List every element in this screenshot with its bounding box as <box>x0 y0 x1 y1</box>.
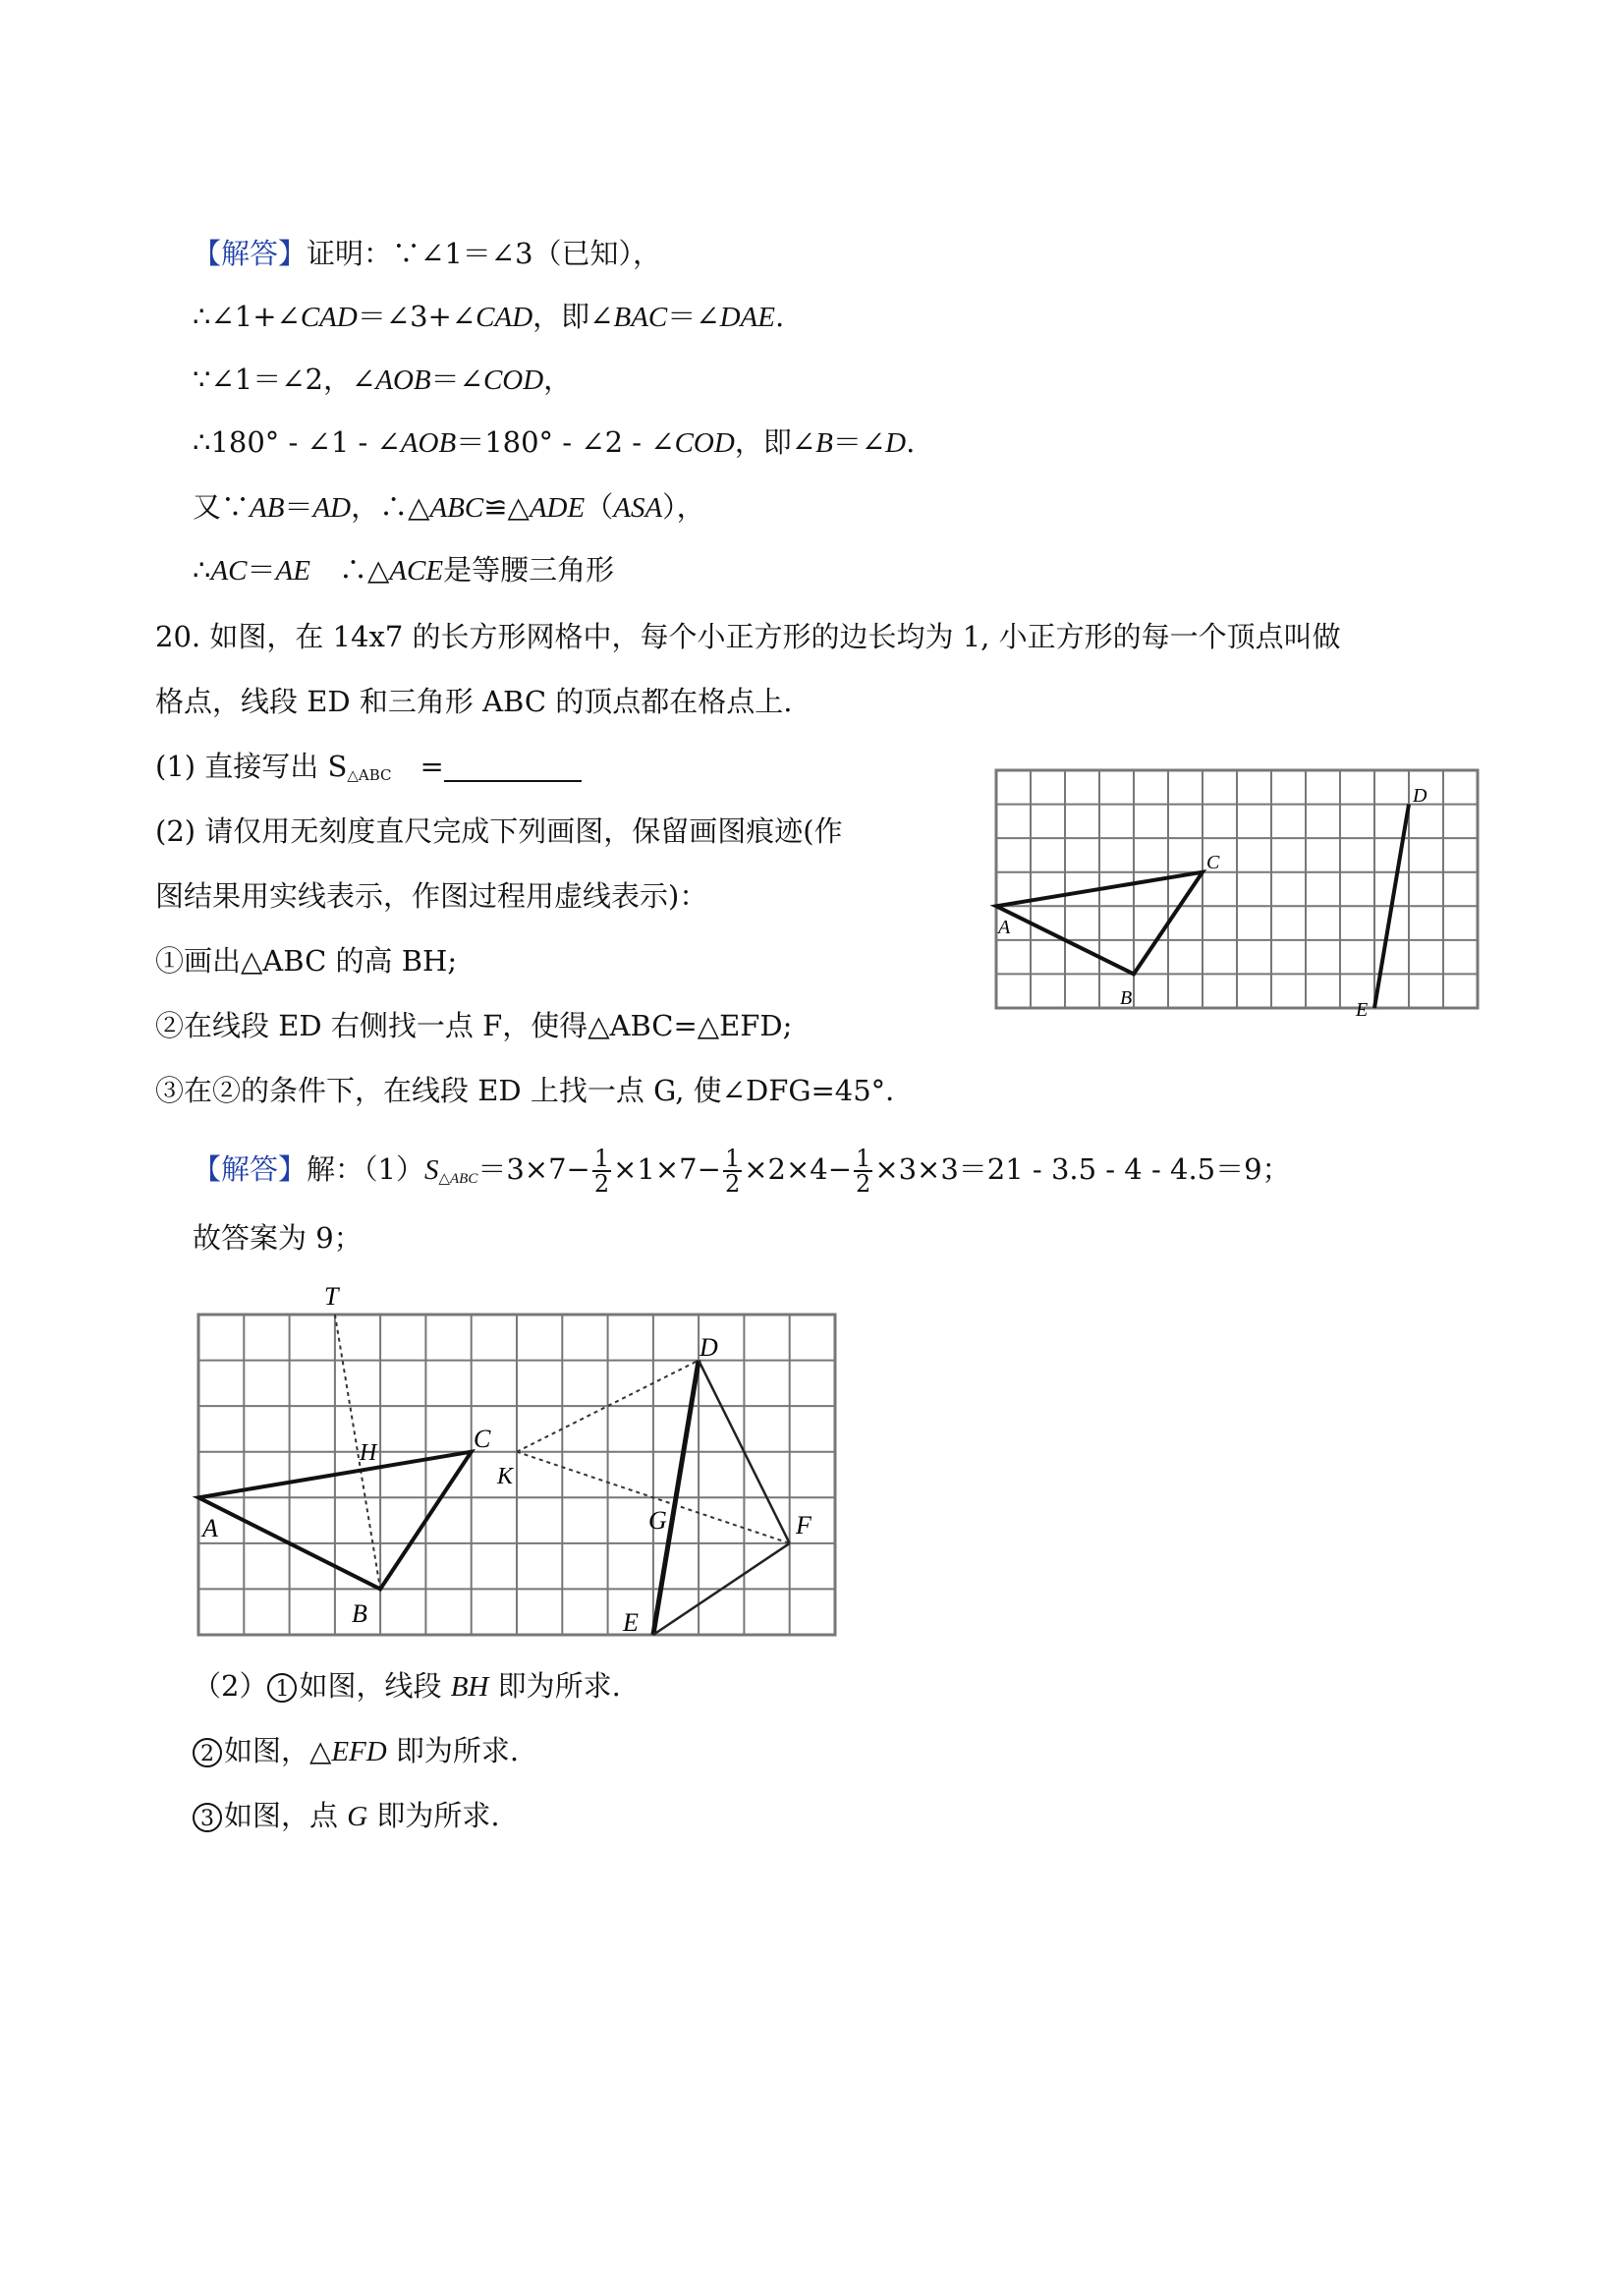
fraction-half: $\frac{1}{2}$ <box>593 1145 610 1198</box>
label-c: C <box>474 1425 491 1453</box>
label-e: E <box>1356 999 1369 1021</box>
question-line-1: 20. 如图，在 14x7 的长方形网格中，每个小正方形的边长均为 1, 小正方形的每一个顶点叫做 <box>155 620 1341 653</box>
circled-number: 3 <box>193 1803 222 1832</box>
step-2: ②在线段 ED 右侧找一点 F，使得△ABC=△EFD; <box>155 1009 793 1042</box>
fraction-half: $\frac{1}{2}$ <box>724 1145 741 1198</box>
label-a: A <box>202 1514 218 1542</box>
question-part-2-line-2: 图结果用实线表示，作图过程用虚线表示)： <box>155 879 708 913</box>
answer-blank <box>444 753 582 782</box>
label-h: H <box>360 1440 377 1466</box>
label-f: F <box>796 1511 812 1540</box>
proof-line-1: 【解答】证明：∵∠1＝∠3（已知）， <box>193 237 662 270</box>
answer-part-2-step-1: （2） 1 如图，线段 BH 即为所求. <box>193 1669 621 1703</box>
proof-line-3: ∵∠1＝∠2，∠AOB＝∠COD， <box>193 363 573 396</box>
label-b: B <box>1120 987 1133 1009</box>
answer-grid-figure <box>187 1267 855 1641</box>
answer-tag: 【解答】 <box>193 237 308 270</box>
fraction-half: $\frac{1}{2}$ <box>856 1145 871 1198</box>
answer-part-2-step-3: 3 如图，点 G 即为所求. <box>193 1796 500 1836</box>
label-k: K <box>497 1464 514 1489</box>
answer-part-2-step-2: 2 如图，△EFD 即为所求. <box>193 1731 519 1771</box>
answer-line-1: 【解答】解：$(1)S_{\triangle ABC}=3\times 7-$ $\frac{1}{2}$ ×1×7− $\frac{1}{2}$ ×2×4− $\frac{1}{2}$ ×3×3＝21 - 3.5 - 4 - 4.5＝9； <box>193 1145 1291 1198</box>
proof-line-6: ∴AC＝AE ∴△ACE是等腰三角形 <box>193 553 615 587</box>
label-d: D <box>700 1333 718 1362</box>
label-d: D <box>1413 785 1427 807</box>
label-c: C <box>1206 852 1220 873</box>
circled-number: 2 <box>193 1738 222 1767</box>
question-grid-figure <box>982 756 1493 1032</box>
question-line-2: 格点，线段 ED 和三角形 ABC 的顶点都在格点上. <box>155 685 793 718</box>
circled-number: 1 <box>267 1673 297 1703</box>
proof-line-5: 又∵AB＝AD，∴△ABC≌△ADE（ASA）， <box>193 490 705 524</box>
answer-result: 故答案为 9； <box>193 1221 363 1255</box>
label-g: G <box>648 1506 667 1535</box>
proof-line-4: ∴180° - ∠1 - ∠AOB＝180° - ∠2 - ∠COD，即∠B＝∠D. <box>193 425 916 459</box>
label-a: A <box>998 917 1011 938</box>
question-part-2-line-1: (2) 请仅用无刻度直尺完成下列画图，保留画图痕迹(作 <box>155 814 843 848</box>
step-1: ①画出△ABC 的高 BH; <box>155 944 458 978</box>
label-t: T <box>324 1282 339 1311</box>
label-b: B <box>352 1599 367 1628</box>
proof-line-2: ∴∠1+∠CAD＝∠3+∠CAD，即∠BAC＝∠DAE. <box>193 300 785 333</box>
question-part-1: (1) 直接写出 $S_{\triangle ABC}$ = <box>155 747 582 795</box>
step-3: ③在②的条件下，在线段 ED 上找一点 G, 使∠DFG=45°． <box>155 1074 915 1107</box>
label-e: E <box>623 1608 639 1637</box>
